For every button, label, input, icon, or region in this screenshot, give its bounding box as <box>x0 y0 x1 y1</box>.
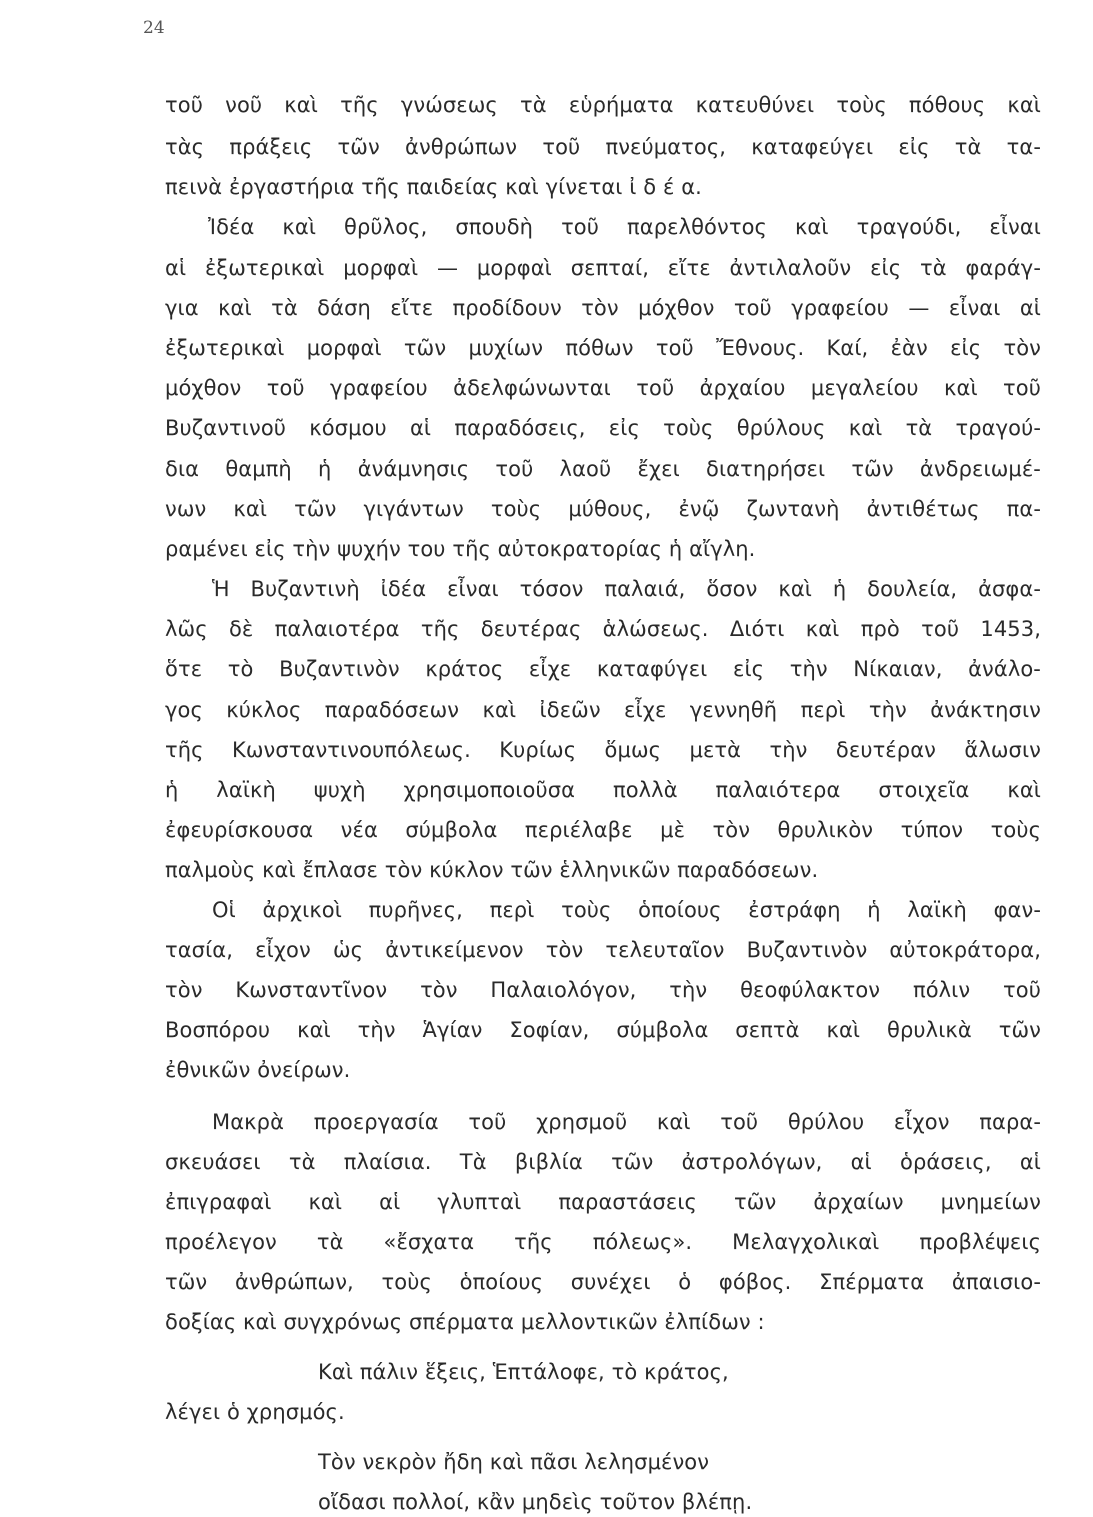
text-line: γος κύκλος παραδόσεων καὶ ἰδεῶν εἶχε γεννηθῆ περὶ τὴν ἀνάκτησιν <box>165 698 1041 722</box>
text-line: αἱ ἐξωτερικαὶ μορφαὶ — μορφαὶ σεπταί, εἴτε ἀντιλαλοῦν εἰς τὰ φαράγ- <box>165 256 1041 280</box>
text-line: Μακρὰ προεργασία τοῦ χρησμοῦ καὶ τοῦ θρύλου εἶχον παρα- <box>212 1110 1041 1134</box>
text-line: δια θαμπὴ ἡ ἀνάμνησις τοῦ λαοῦ ἔχει διατηρήσει τῶν ἀνδρειωμέ- <box>165 457 1041 481</box>
text-line: Ἡ Βυζαντινὴ ἰδέα εἶναι τόσον παλαιά, ὅσον καὶ ἡ δουλεία, ἀσφα- <box>212 577 1041 601</box>
text-line: τοῦ νοῦ καὶ τῆς γνώσεως τὰ εὑρήματα κατευθύνει τοὺς πόθους καὶ <box>165 93 1041 117</box>
text-line: για καὶ τὰ δάση εἴτε προδίδουν τὸν μόχθον τοῦ γραφείου — εἶναι αἱ <box>165 296 1041 320</box>
text-line: σκευάσει τὰ πλαίσια. Τὰ βιβλία τῶν ἀστρολόγων, αἱ ὁράσεις, αἱ <box>165 1150 1041 1174</box>
text-line: Οἱ ἀρχικοὶ πυρῆνες, περὶ τοὺς ὁποίους ἐστράφη ἡ λαϊκὴ φαν- <box>212 898 1041 922</box>
text-line: ἡ λαϊκὴ ψυχὴ χρησιμοποιοῦσα πολλὰ παλαιότερα στοιχεῖα καὶ <box>165 778 1041 802</box>
text-line: νων καὶ τῶν γιγάντων τοὺς μύθους, ἐνῷ ζωντανὴ ἀντιθέτως πα- <box>165 497 1041 521</box>
text-line: Βυζαντινοῦ κόσμου αἱ παραδόσεις, εἰς τοὺς θρύλους καὶ τὰ τραγού- <box>165 416 1041 440</box>
text-line: δοξίας καὶ συγχρόνως σπέρματα μελλοντικῶν ἐλπίδων : <box>165 1310 765 1334</box>
text-line: ἐπιγραφαὶ καὶ αἱ γλυπταὶ παραστάσεις τῶν ἀρχαίων μνημείων <box>165 1190 1041 1214</box>
text-line: ὅτε τὸ Βυζαντινὸν κράτος εἶχε καταφύγει εἰς τὴν Νίκαιαν, ἀνάλο- <box>165 657 1041 681</box>
text-line: τῶν ἀνθρώπων, τοὺς ὁποίους συνέχει ὁ φόβος. Σπέρματα ἀπαισιο- <box>165 1270 1041 1294</box>
verse-line: Καὶ πάλιν ἕξεις, Ἑπτάλοφε, τὸ κράτος, <box>318 1360 729 1384</box>
text-line: τὰς πράξεις τῶν ἀνθρώπων τοῦ πνεύματος, καταφεύγει εἰς τὰ τα- <box>165 135 1041 159</box>
page-number: 24 <box>143 18 165 38</box>
verse-line: Τὸν νεκρὸν ἤδη καὶ πᾶσι λελησμένον <box>318 1450 710 1474</box>
text-line: ἐφευρίσκουσα νέα σύμβολα περιέλαβε μὲ τὸν θρυλικὸν τύπον τοὺς <box>165 818 1041 842</box>
text-line: παλμοὺς καὶ ἔπλασε τὸν κύκλον τῶν ἑλληνικῶν παραδόσεων. <box>165 858 819 882</box>
text-line: τασία, εἶχον ὡς ἀντικείμενον τὸν τελευταῖον Βυζαντινὸν αὐτοκράτορα, <box>165 938 1041 962</box>
text-line: Ἰδέα καὶ θρῦλος, σπουδὴ τοῦ παρελθόντος καὶ τραγούδι, εἶναι <box>208 215 1041 239</box>
text-line: μόχθον τοῦ γραφείου ἀδελφώνωνται τοῦ ἀρχαίου μεγαλείου καὶ τοῦ <box>165 376 1041 400</box>
text-line: λέγει ὁ χρησμός. <box>165 1400 345 1424</box>
text-line: προέλεγον τὰ «ἔσχατα τῆς πόλεως». Μελαγχολικαὶ προβλέψεις <box>165 1230 1041 1254</box>
text-line: τῆς Κωνσταντινουπόλεως. Κυρίως ὅμως μετὰ τὴν δευτέραν ἅλωσιν <box>165 738 1041 762</box>
text-line: ἐθνικῶν ὀνείρων. <box>165 1058 351 1082</box>
text-line: πεινὰ ἐργαστήρια τῆς παιδείας καὶ γίνεται ἰ δ έ α. <box>165 175 702 199</box>
text-line: λῶς δὲ παλαιοτέρα τῆς δευτέρας ἁλώσεως. Διότι καὶ πρὸ τοῦ 1453, <box>165 617 1041 641</box>
verse-line: οἴδασι πολλοί, κἂν μηδεὶς τοῦτον βλέπῃ. <box>318 1490 753 1514</box>
text-line: ραμένει εἰς τὴν ψυχήν του τῆς αὐτοκρατορίας ἡ αἴγλη. <box>165 537 756 561</box>
text-line: Βοσπόρου καὶ τὴν Ἁγίαν Σοφίαν, σύμβολα σεπτὰ καὶ θρυλικὰ τῶν <box>165 1018 1041 1042</box>
text-line: τὸν Κωνσταντῖνον τὸν Παλαιολόγον, τὴν θεοφύλακτον πόλιν τοῦ <box>165 978 1041 1002</box>
text-line: ἐξωτερικαὶ μορφαὶ τῶν μυχίων πόθων τοῦ Ἔθνους. Καί, ἐὰν εἰς τὸν <box>165 336 1041 360</box>
